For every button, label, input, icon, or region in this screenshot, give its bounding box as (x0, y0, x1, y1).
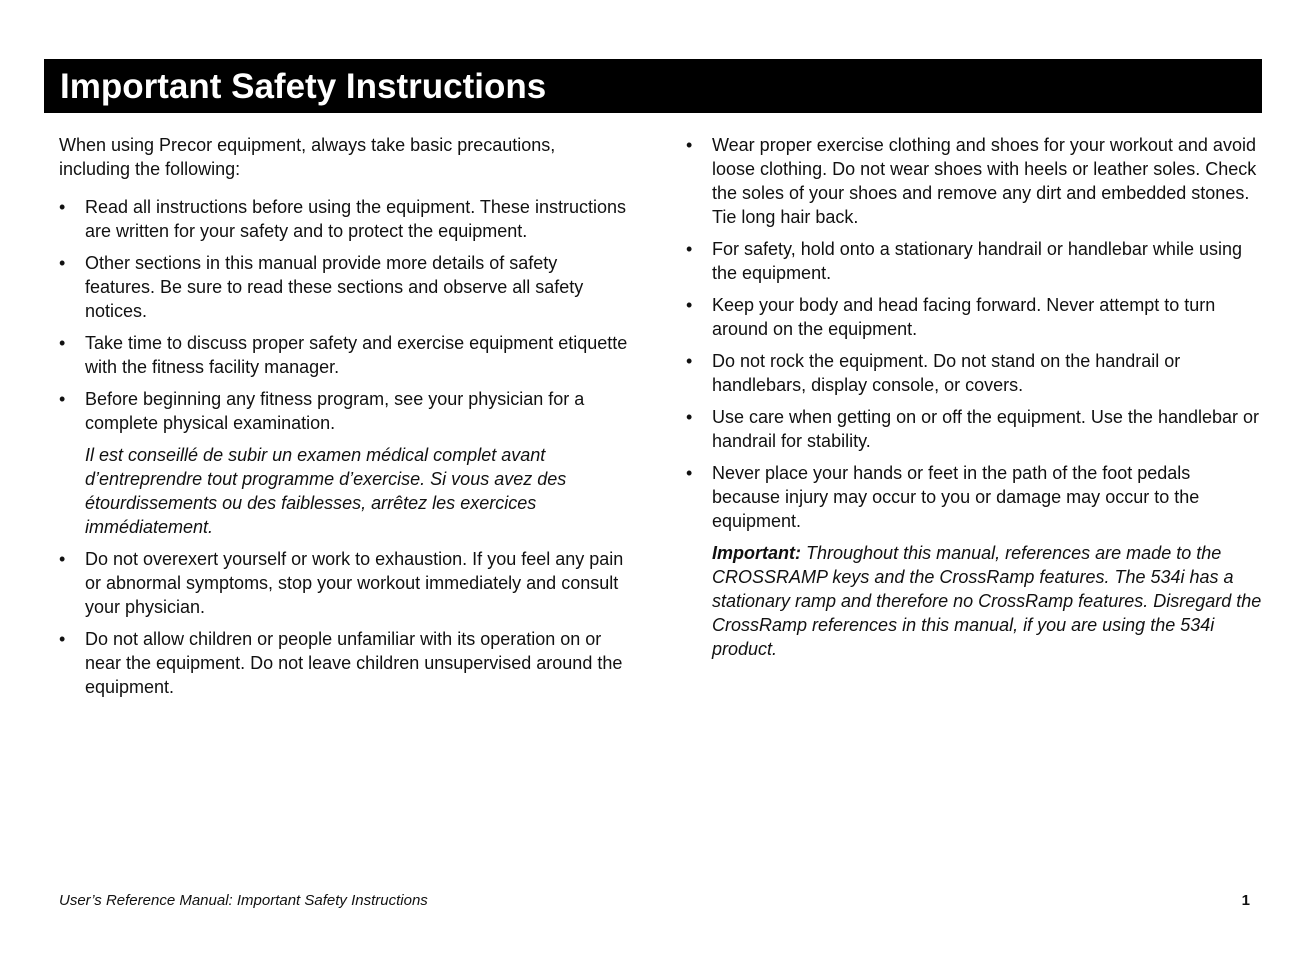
list-item-text: For safety, hold onto a stationary handrail or handlebar while using the equipment. (712, 239, 1242, 283)
french-note: Il est conseillé de subir un examen médical complet avant d’entreprendre tout programme d’exercise. Si vous avez des étourdissements ou des faiblesses, arrêtez les exercices immédiatement. (85, 445, 567, 537)
list-item (686, 349, 1262, 397)
list-item (686, 461, 1262, 533)
list-item (59, 331, 629, 379)
list-item-text: Take time to discuss proper safety and exercise equipment etiquette with the fitness facility manager. (85, 333, 628, 377)
title-bar (44, 59, 1262, 113)
bullet-icon: • (686, 463, 693, 483)
right-column (686, 133, 1262, 661)
page-number: 1 (1241, 892, 1250, 909)
bullet-icon: • (59, 253, 66, 273)
important-text: Throughout this manual, references are made to the CROSSRAMP keys and the CrossRamp features. The 534i has a stationary ramp and therefore no CrossRamp features. Disregard the CrossRamp references in this manual, if you are using the 534i product. (712, 543, 1262, 659)
list-item-text: Do not overexert yourself or work to exhaustion. If you feel any pain or abnormal symptoms, stop your workout immediately and consult your physician. (85, 549, 624, 617)
list-item-text: Never place your hands or feet in the path of the foot pedals because injury may occur to you or damage may occur to the equipment. (712, 463, 1200, 531)
bullet-icon: • (59, 389, 66, 409)
list-item-text: Keep your body and head facing forward. Never attempt to turn around on the equipment. (712, 295, 1216, 339)
list-item-text: Do not allow children or people unfamiliar with its operation on or near the equipment. Do not leave children unsupervised around the equipment. (85, 629, 623, 697)
bullet-icon: • (59, 629, 66, 649)
list-item-text: Before beginning any fitness program, see your physician for a complete physical examination. (85, 389, 585, 433)
bullet-icon: • (686, 407, 693, 427)
right-bullet-list (686, 133, 1262, 533)
important-label: Important: (712, 543, 801, 563)
list-item (59, 195, 629, 243)
list-item (686, 237, 1262, 285)
page-title: Important Safety Instructions (60, 67, 547, 106)
list-item-text: Other sections in this manual provide more details of safety features. Be sure to read these sections and observe all safety notices. (85, 253, 584, 321)
list-item (59, 251, 629, 323)
bullet-icon: • (686, 295, 693, 315)
list-item-text: Use care when getting on or off the equipment. Use the handlebar or handrail for stability. (712, 407, 1260, 451)
intro-paragraph: When using Precor equipment, always take basic precautions, including the following: (59, 135, 556, 179)
bullet-icon: • (686, 239, 693, 259)
list-item (686, 133, 1262, 229)
list-item (686, 293, 1262, 341)
list-item-text: Do not rock the equipment. Do not stand on the handrail or handlebars, display console, or covers. (712, 351, 1181, 395)
footer-title: User’s Reference Manual: Important Safety Instructions (59, 892, 428, 909)
left-column (59, 133, 629, 707)
left-bullet-list (59, 195, 629, 699)
list-item (686, 405, 1262, 453)
bullet-icon: • (59, 197, 66, 217)
list-item (59, 387, 629, 539)
list-item (59, 547, 629, 619)
list-item-text: Wear proper exercise clothing and shoes for your workout and avoid loose clothing. Do not wear shoes with heels or leather soles. Check the soles of your shoes and remove any dirt and embedded stones. Tie long hair back. (712, 135, 1257, 227)
bullet-icon: • (59, 549, 66, 569)
list-item-text: Read all instructions before using the equipment. These instructions are written for your safety and to protect the equipment. (85, 197, 626, 241)
bullet-icon: • (59, 333, 66, 353)
list-item (59, 627, 629, 699)
important-note (686, 541, 1262, 661)
bullet-icon: • (686, 351, 693, 371)
bullet-icon: • (686, 135, 693, 155)
